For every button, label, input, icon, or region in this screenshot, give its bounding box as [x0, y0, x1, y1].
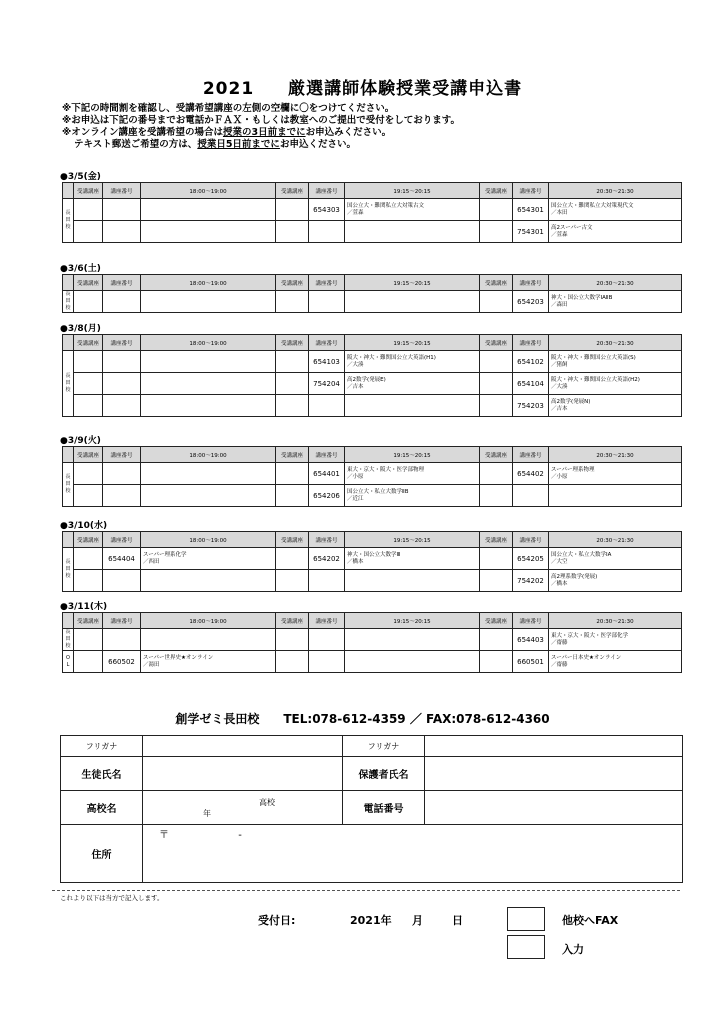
note-2: ※お申込は下記の番号までお電話かＦＡＸ・もしくは教室へのご提出で受付をしております。	[62, 115, 460, 126]
table-row	[63, 651, 682, 673]
code-header: 講座番号	[513, 613, 549, 629]
apply-checkbox-cell[interactable]	[74, 373, 103, 395]
instructor: ／森田	[551, 301, 568, 308]
site-header	[63, 275, 74, 291]
apply-checkbox-cell[interactable]	[480, 199, 513, 221]
course-name-cell	[141, 570, 276, 592]
course-name-cell	[345, 221, 480, 243]
course-name: 東大・京大・阪大・医学部物理	[347, 466, 425, 473]
instructor: ／西田	[143, 558, 160, 565]
code-header: 講座番号	[513, 335, 549, 351]
guardian-furigana-label: フリガナ	[343, 736, 425, 757]
apply-checkbox-cell[interactable]	[276, 373, 309, 395]
apply-header: 受講講座	[276, 532, 309, 548]
site-cell: OL	[63, 651, 74, 673]
instructor: ／吉本	[347, 383, 364, 390]
course-name-cell	[549, 351, 682, 373]
accept-year: 2021年	[350, 914, 392, 927]
apply-header: 受講講座	[480, 613, 513, 629]
site-cell: 長田校	[63, 548, 74, 592]
course-name-cell	[549, 221, 682, 243]
course-name-cell	[345, 373, 480, 395]
student-name-label: 生徒氏名	[61, 757, 143, 791]
apply-checkbox-cell[interactable]	[276, 548, 309, 570]
apply-checkbox-cell[interactable]	[74, 395, 103, 417]
course-code	[103, 629, 141, 651]
day-label: ●3/10(水)	[60, 521, 108, 531]
code-header: 講座番号	[103, 183, 141, 199]
course-name-cell	[345, 199, 480, 221]
table-row	[63, 395, 682, 417]
slot2-header: 19:15～20:15	[345, 532, 480, 548]
slot3-header: 20:30～21:30	[549, 275, 682, 291]
slot3-header: 20:30～21:30	[549, 613, 682, 629]
code-header: 講座番号	[103, 275, 141, 291]
site-cell: 長田校	[63, 629, 74, 651]
instructor: ／橋本	[551, 580, 568, 587]
course-name-cell	[345, 291, 480, 313]
course-name-cell	[549, 395, 682, 417]
course-name-cell	[549, 485, 682, 507]
course-name: スーパー日本史★オンライン	[551, 654, 622, 661]
course-code	[103, 373, 141, 395]
apply-checkbox-cell[interactable]	[276, 351, 309, 373]
site-header	[63, 183, 74, 199]
course-code: 654205	[513, 548, 549, 570]
instructor: ／大空	[551, 558, 568, 565]
apply-checkbox-cell[interactable]	[276, 395, 309, 417]
phone-field[interactable]	[425, 791, 683, 825]
application-form	[60, 735, 683, 883]
apply-checkbox-cell[interactable]	[276, 651, 309, 673]
course-code	[309, 291, 345, 313]
course-name-cell	[549, 463, 682, 485]
slot3-header: 20:30～21:30	[549, 335, 682, 351]
day-table	[62, 446, 682, 507]
site-header	[63, 447, 74, 463]
code-header: 講座番号	[513, 447, 549, 463]
apply-checkbox-cell[interactable]	[480, 221, 513, 243]
instructor: ／吉本	[551, 405, 568, 412]
guardian-name-label: 保護者氏名	[343, 757, 425, 791]
instructor: ／猪飼	[551, 361, 568, 368]
phone-label: 電話番号	[343, 791, 425, 825]
apply-checkbox-cell[interactable]	[74, 291, 103, 313]
apply-checkbox-cell[interactable]	[276, 570, 309, 592]
apply-checkbox-cell[interactable]	[480, 651, 513, 673]
course-name-cell	[141, 221, 276, 243]
course-code	[309, 629, 345, 651]
postal-mark: 〒	[159, 830, 169, 841]
day-table	[62, 612, 682, 673]
apply-header: 受講講座	[276, 613, 309, 629]
note-4: テキスト郵送ご希望の方は、授業日5日前までにお申込ください。	[74, 139, 356, 150]
slot2-header: 19:15～20:15	[345, 183, 480, 199]
course-code: 660501	[513, 651, 549, 673]
course-code	[513, 485, 549, 507]
site-header	[63, 335, 74, 351]
course-code: 660502	[103, 651, 141, 673]
grade-suffix: 年	[203, 808, 211, 818]
note-3: ※オンライン講座を受講希望の場合は授業の3日前までにお申込みください。	[62, 127, 392, 138]
course-code	[309, 221, 345, 243]
table-row	[63, 351, 682, 373]
instructor: ／本田	[551, 209, 568, 216]
course-code: 654104	[513, 373, 549, 395]
course-code	[309, 570, 345, 592]
code-header: 講座番号	[309, 335, 345, 351]
day-table	[62, 334, 682, 417]
apply-header: 受講講座	[480, 275, 513, 291]
course-code	[103, 199, 141, 221]
course-name: 高2数学(発展N)	[551, 398, 591, 405]
fax-label: 他校へFAX	[562, 914, 619, 927]
site-cell: 長田校	[63, 351, 74, 417]
course-code: 654303	[309, 199, 345, 221]
course-name-cell	[141, 629, 276, 651]
instructor: ／萱森	[347, 209, 364, 216]
code-header: 講座番号	[103, 447, 141, 463]
apply-header: 受講講座	[276, 275, 309, 291]
course-name-cell	[345, 463, 480, 485]
slot2-header: 19:15～20:15	[345, 335, 480, 351]
course-name: 阪大・神大・難関国公立大英語(H2)	[551, 376, 640, 383]
student-furigana-label: フリガナ	[61, 736, 143, 757]
slot2-header: 19:15～20:15	[345, 275, 480, 291]
course-name: 高2理系数学(発展)	[551, 573, 598, 580]
course-name-cell	[141, 485, 276, 507]
code-header: 講座番号	[309, 613, 345, 629]
code-header: 講座番号	[309, 447, 345, 463]
apply-header: 受講講座	[74, 447, 103, 463]
site-header	[63, 532, 74, 548]
course-name-cell	[141, 651, 276, 673]
table-row	[63, 463, 682, 485]
code-header: 講座番号	[103, 532, 141, 548]
course-name: スーパー理系化学	[143, 551, 187, 558]
apply-checkbox-cell[interactable]	[480, 351, 513, 373]
course-code: 654103	[309, 351, 345, 373]
apply-checkbox-cell[interactable]	[74, 548, 103, 570]
apply-checkbox-cell[interactable]	[74, 651, 103, 673]
course-name: 東大・京大・阪大・医学部化学	[551, 632, 629, 639]
apply-header: 受講講座	[276, 335, 309, 351]
apply-checkbox-cell[interactable]	[74, 221, 103, 243]
slot1-header: 18:00～19:00	[141, 447, 276, 463]
instructor: ／萱森	[551, 231, 568, 238]
accept-month: 月	[412, 914, 423, 927]
site-cell: 長田校	[63, 463, 74, 507]
course-name-cell	[549, 548, 682, 570]
course-name-cell	[345, 651, 480, 673]
instructor: ／湯田	[143, 661, 160, 668]
course-name: 高2数学(発展E)	[347, 376, 386, 383]
code-header: 講座番号	[103, 335, 141, 351]
course-code	[103, 351, 141, 373]
site-cell: 長田校	[63, 291, 74, 313]
table-row	[63, 291, 682, 313]
high-school-field[interactable]	[143, 791, 343, 825]
apply-checkbox-cell[interactable]	[480, 570, 513, 592]
course-name-cell	[549, 373, 682, 395]
course-name-cell	[549, 570, 682, 592]
slot1-header: 18:00～19:00	[141, 335, 276, 351]
table-row	[63, 570, 682, 592]
course-name-cell	[141, 351, 276, 373]
apply-header: 受講講座	[74, 532, 103, 548]
apply-header: 受講講座	[276, 447, 309, 463]
course-name-cell	[345, 629, 480, 651]
apply-checkbox-cell[interactable]	[480, 291, 513, 313]
course-code: 654402	[513, 463, 549, 485]
apply-header: 受講講座	[480, 183, 513, 199]
apply-checkbox-cell[interactable]	[480, 629, 513, 651]
course-name-cell	[141, 291, 276, 313]
address-label: 住所	[61, 825, 143, 883]
course-name: 国公立大・私立大数学ⅡB	[347, 488, 409, 495]
guardian-name-field[interactable]	[425, 757, 683, 791]
code-header: 講座番号	[103, 613, 141, 629]
student-name-field[interactable]	[143, 757, 343, 791]
course-code	[103, 570, 141, 592]
course-name-cell	[141, 548, 276, 570]
apply-checkbox-cell[interactable]	[276, 221, 309, 243]
instructor: ／大湊	[551, 383, 568, 390]
slot1-header: 18:00～19:00	[141, 183, 276, 199]
course-code	[103, 463, 141, 485]
day-label: ●3/11(木)	[60, 602, 108, 612]
instructor: ／小原	[551, 473, 568, 480]
accept-day: 日	[452, 914, 463, 927]
address-field[interactable]	[143, 825, 683, 883]
course-name-cell	[345, 485, 480, 507]
course-name: 神大・国公立大数学Ⅲ	[347, 551, 401, 558]
course-name: 高2スーパー古文	[551, 224, 593, 231]
code-header: 講座番号	[309, 183, 345, 199]
apply-checkbox-cell[interactable]	[480, 485, 513, 507]
course-code: 654403	[513, 629, 549, 651]
guardian-furigana-field[interactable]	[425, 736, 683, 757]
apply-checkbox-cell[interactable]	[74, 570, 103, 592]
day-label: ●3/9(火)	[60, 436, 101, 446]
course-name-cell	[141, 395, 276, 417]
instructor: ／近江	[347, 495, 364, 502]
instructor: ／齋藤	[551, 661, 568, 668]
day-label: ●3/6(土)	[60, 264, 101, 274]
note-1: ※下記の時間割を確認し、受講希望講座の左側の空欄に〇をつけてください。	[62, 103, 395, 114]
course-name: スーパー理系物理	[551, 466, 595, 473]
course-name-cell	[141, 463, 276, 485]
code-header: 講座番号	[513, 532, 549, 548]
course-name-cell	[549, 291, 682, 313]
course-code	[309, 395, 345, 417]
table-row	[63, 221, 682, 243]
instructor: ／小原	[347, 473, 364, 480]
apply-header: 受講講座	[480, 335, 513, 351]
apply-header: 受講講座	[480, 447, 513, 463]
slot3-header: 20:30～21:30	[549, 183, 682, 199]
student-furigana-field[interactable]	[143, 736, 343, 757]
table-row	[63, 373, 682, 395]
input-label: 入力	[562, 943, 584, 956]
apply-checkbox-cell[interactable]	[480, 548, 513, 570]
course-code	[103, 221, 141, 243]
course-name-cell	[345, 395, 480, 417]
course-name: 阪大・神大・難関国公立大英語(H1)	[347, 354, 436, 361]
instructions	[62, 103, 460, 151]
apply-checkbox-cell[interactable]	[276, 485, 309, 507]
apply-checkbox-cell[interactable]	[74, 463, 103, 485]
table-row	[63, 199, 682, 221]
slot2-header: 19:15～20:15	[345, 613, 480, 629]
apply-checkbox-cell[interactable]	[276, 463, 309, 485]
slot1-header: 18:00～19:00	[141, 532, 276, 548]
apply-checkbox-cell[interactable]	[74, 485, 103, 507]
school-contact: 創学ゼミ長田校 TEL:078-612-4359 ／ FAX:078-612-4360	[175, 712, 550, 726]
course-name: 阪大・神大・難関国公立大英語(S)	[551, 354, 636, 361]
course-name: 神大・国公立大数学ⅠAⅡB	[551, 294, 613, 301]
school-suffix: 高校	[259, 797, 275, 807]
apply-header: 受講講座	[74, 275, 103, 291]
course-name-cell	[141, 373, 276, 395]
apply-header: 受講講座	[480, 532, 513, 548]
instructor: ／齋藤	[551, 639, 568, 646]
title-main: 厳選講師体験授業受講申込書	[288, 79, 523, 99]
course-code: 754301	[513, 221, 549, 243]
course-name-cell	[549, 651, 682, 673]
cut-line	[52, 890, 680, 891]
instructor: ／大湊	[347, 361, 364, 368]
accept-date-label: 受付日:	[258, 914, 296, 927]
slot2-header: 19:15～20:15	[345, 447, 480, 463]
day-label: ●3/5(金)	[60, 172, 101, 182]
course-name-cell	[141, 199, 276, 221]
course-name-cell	[345, 351, 480, 373]
apply-checkbox-cell[interactable]	[480, 463, 513, 485]
day-table	[62, 531, 682, 592]
table-row	[63, 485, 682, 507]
apply-checkbox-cell[interactable]	[276, 199, 309, 221]
fax-checkbox[interactable]	[507, 907, 545, 931]
input-checkbox[interactable]	[507, 935, 545, 959]
table-row	[63, 548, 682, 570]
apply-checkbox-cell[interactable]	[480, 373, 513, 395]
instructor: ／橋本	[347, 558, 364, 565]
course-name: 国公立大・難関私立大対策現代文	[551, 202, 634, 209]
course-name: スーパー世界史★オンライン	[143, 654, 214, 661]
slot1-header: 18:00～19:00	[141, 275, 276, 291]
slot3-header: 20:30～21:30	[549, 532, 682, 548]
course-name-cell	[549, 199, 682, 221]
course-code: 654202	[309, 548, 345, 570]
course-code: 754203	[513, 395, 549, 417]
apply-header: 受講講座	[74, 335, 103, 351]
course-name: 国公立大・私立大数学ⅠA	[551, 551, 612, 558]
code-header: 講座番号	[513, 183, 549, 199]
course-code: 754202	[513, 570, 549, 592]
apply-checkbox-cell[interactable]	[276, 291, 309, 313]
day-label: ●3/8(月)	[60, 324, 101, 334]
apply-checkbox-cell[interactable]	[74, 351, 103, 373]
course-name-cell	[345, 570, 480, 592]
apply-checkbox-cell[interactable]	[74, 199, 103, 221]
slot3-header: 20:30～21:30	[549, 447, 682, 463]
postal-dash: -	[238, 830, 242, 841]
apply-checkbox-cell[interactable]	[480, 395, 513, 417]
page-title	[0, 74, 725, 99]
course-name-cell	[345, 548, 480, 570]
apply-checkbox-cell[interactable]	[74, 629, 103, 651]
title-year: 2021	[202, 79, 255, 99]
course-code: 654401	[309, 463, 345, 485]
high-school-label: 高校名	[61, 791, 143, 825]
day-table	[62, 182, 682, 243]
apply-header: 受講講座	[74, 613, 103, 629]
course-code: 754204	[309, 373, 345, 395]
apply-checkbox-cell[interactable]	[276, 629, 309, 651]
site-cell: 長田校	[63, 199, 74, 243]
site-header	[63, 613, 74, 629]
course-code: 654102	[513, 351, 549, 373]
course-code: 654206	[309, 485, 345, 507]
course-name: 国公立大・難関私立大対策古文	[347, 202, 425, 209]
course-code	[103, 291, 141, 313]
slot1-header: 18:00～19:00	[141, 613, 276, 629]
table-row	[63, 629, 682, 651]
office-note: これより以下は当方で記入します。	[60, 894, 164, 902]
course-code	[103, 485, 141, 507]
day-table	[62, 274, 682, 313]
course-code	[309, 651, 345, 673]
apply-header: 受講講座	[74, 183, 103, 199]
apply-header: 受講講座	[276, 183, 309, 199]
code-header: 講座番号	[513, 275, 549, 291]
code-header: 講座番号	[309, 275, 345, 291]
course-code	[103, 395, 141, 417]
course-code: 654301	[513, 199, 549, 221]
course-code: 654404	[103, 548, 141, 570]
course-name-cell	[549, 629, 682, 651]
code-header: 講座番号	[309, 532, 345, 548]
course-code: 654203	[513, 291, 549, 313]
